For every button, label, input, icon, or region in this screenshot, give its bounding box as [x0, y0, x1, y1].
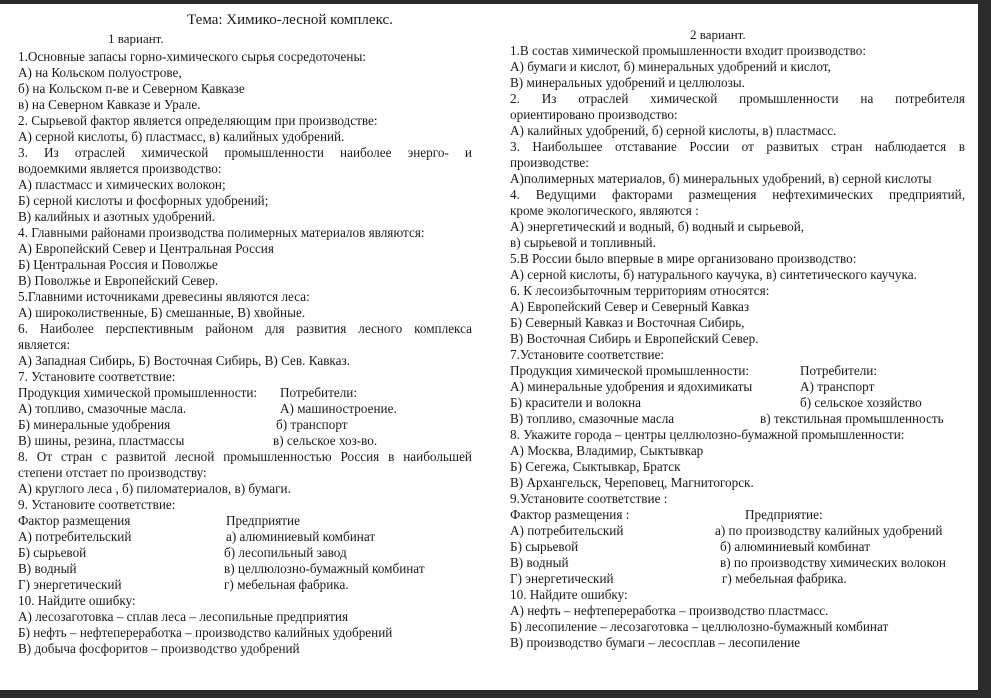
text-line [510, 603, 965, 619]
matching-left-item: Б) сырьевой [510, 539, 579, 554]
line-text: 2. Сырьевой фактор является определяющим при производстве: [18, 113, 378, 128]
matching-row [18, 417, 472, 433]
text-line [18, 641, 472, 657]
text-line [18, 273, 472, 289]
matching-row [510, 363, 965, 379]
matching-left-item: Г) энергетический [18, 577, 122, 592]
text-line [18, 241, 472, 257]
text-line [18, 225, 472, 241]
matching-right-item: в) сельское хоз-во. [273, 433, 378, 448]
line-text: А) калийных удобрений, б) серной кислоты, в) пластмасс. [510, 123, 837, 138]
matching-left-item: А) потребительский [510, 523, 624, 538]
line-text: Б) нефть – нефтепереработка – производство калийных удобрений [18, 625, 393, 640]
text-line [18, 97, 472, 113]
matching-row [510, 411, 965, 427]
matching-right-item: а) по производству калийных удобрений [715, 523, 943, 538]
matching-row [510, 539, 965, 555]
matching-left-item: Продукция химической промышленности: [510, 363, 750, 378]
line-text: А) лесозаготовка – сплав леса – лесопильные предприятия [18, 609, 349, 624]
matching-row [510, 571, 965, 587]
matching-right-item: А) машиностроение. [280, 401, 397, 416]
line-text: Б) серной кислоты и фосфорных удобрений; [18, 193, 269, 208]
line-text: В) Архангельск, Череповец, Магнитогорск. [510, 475, 754, 490]
matching-row [18, 529, 472, 545]
matching-row [18, 513, 472, 529]
text-line [510, 347, 965, 363]
matching-right-item: Потребители: [280, 385, 358, 400]
line-text: 10. Найдите ошибку: [510, 587, 628, 602]
matching-left-item: Б) красители и волокна [510, 395, 641, 410]
line-text: 7.Установите соответствие: [510, 347, 665, 362]
matching-left-item: А) минеральные удобрения и ядохимикаты [510, 379, 753, 394]
question-line: ориентировано производство: [510, 107, 678, 122]
matching-left-item: В) водный [510, 555, 569, 570]
matching-right-item: А) транспорт [800, 379, 875, 394]
text-line [18, 129, 472, 145]
text-line [510, 427, 965, 443]
line-text: 6. К лесоизбыточным территориям относятся: [510, 283, 770, 298]
matching-right-item: Предприятие: [745, 507, 823, 522]
text-line [18, 289, 472, 305]
document-title: Тема: Химико-лесной комплекс. [187, 12, 393, 28]
matching-right-item: Потребители: [800, 363, 878, 378]
line-text: В) производство бумаги – лесосплав – лесопиление [510, 635, 801, 650]
matching-right-item: б) сельское хозяйство [800, 395, 922, 410]
line-text: А) пластмасс и химических волокон; [18, 177, 226, 192]
text-line [510, 331, 965, 347]
variant-2-heading: 2 вариант. [690, 27, 746, 42]
text-line [510, 459, 965, 475]
line-text: А) серной кислоты, б) пластмасс, в) калийных удобрений. [18, 129, 345, 144]
question-line: водоемкими является производство: [18, 161, 222, 176]
matching-row [510, 379, 965, 395]
matching-row [18, 545, 472, 561]
line-text: 1.Основные запасы горно-химического сырья сосредоточены: [18, 49, 366, 64]
text-line [510, 267, 965, 283]
matching-right-item: в) целлюлозно-бумажный комбинат [224, 561, 425, 576]
matching-left-item: В) топливо, смазочные масла [510, 411, 675, 426]
line-text: В) Поволжье и Европейский Север. [18, 273, 219, 288]
matching-right-item: в) по производству химических волокон [720, 555, 946, 570]
text-line [510, 75, 965, 91]
text-line [510, 475, 965, 491]
line-text: 1.В состав химической промышленности входит производство: [510, 43, 867, 58]
line-text: В) калийных и азотных удобрений. [18, 209, 216, 224]
line-text: А)полимерных материалов, б) минеральных удобрений, в) серной кислоты [510, 171, 932, 186]
text-line [18, 177, 472, 193]
variant-1-heading: 1 вариант. [108, 31, 164, 46]
text-line [18, 49, 472, 65]
window-frame-bottom [0, 690, 991, 698]
text-line [510, 635, 965, 651]
line-text: А) нефть – нефтепереработка – производство пластмасс. [510, 603, 829, 618]
question-line: 3. Наибольшее отставание России от развитых стран наблюдается в [510, 139, 965, 154]
line-text: 8. Укажите города – центры целлюлозно-бумажной промышленности: [510, 427, 905, 442]
matching-left-item: В) водный [18, 561, 77, 576]
line-text: В) Восточная Сибирь и Европейский Север. [510, 331, 759, 346]
matching-row [510, 395, 965, 411]
text-line [510, 283, 965, 299]
line-text: Б) Сегежа, Сыктывкар, Братск [510, 459, 681, 474]
text-line [18, 481, 472, 497]
text-line [510, 123, 965, 139]
question-line: степени отстает по производству: [18, 465, 207, 480]
text-line [18, 81, 472, 97]
line-text: Б) Северный Кавказ и Восточная Сибирь, [510, 315, 745, 330]
line-text: А) широколиственные, Б) смешанные, В) хвойные. [18, 305, 306, 320]
matching-right-item: г) мебельная фабрика. [224, 577, 349, 592]
line-text: 4. Главными районами производства полимерных материалов являются: [18, 225, 425, 240]
question-line: 4. Ведущими факторами размещения нефтехимических предприятий, [510, 187, 965, 202]
text-line [18, 369, 472, 385]
variant-1-column [18, 49, 472, 657]
text-line [18, 113, 472, 129]
line-text: А) Европейский Север и Центральная Россия [18, 241, 274, 256]
line-text: 7. Установите соответствие: [18, 369, 176, 384]
matching-left-item: Фактор размещения : [510, 507, 630, 522]
window-frame-right [978, 0, 991, 698]
line-text: 5.В России было впервые в мире организовано производство: [510, 251, 857, 266]
text-line [510, 315, 965, 331]
text-line [18, 353, 472, 369]
matching-right-item: б) лесопильный завод [224, 545, 347, 560]
matching-row [18, 577, 472, 593]
matching-row [510, 555, 965, 571]
line-text: А) Москва, Владимир, Сыктывкар [510, 443, 704, 458]
matching-row [18, 401, 472, 417]
text-line [510, 619, 965, 635]
variant-2-column [510, 43, 965, 651]
text-line [18, 209, 472, 225]
line-text: А) Европейский Север и Северный Кавказ [510, 299, 750, 314]
matching-left-item: В) шины, резина, пластмассы [18, 433, 185, 448]
matching-left-item: А) потребительский [18, 529, 132, 544]
text-line [510, 299, 965, 315]
matching-left-item: А) топливо, смазочные масла. [18, 401, 187, 416]
question-line: является: [18, 337, 71, 352]
matching-left-item: Продукция химической промышленности: [18, 385, 258, 400]
text-line [18, 193, 472, 209]
window-frame-top [0, 0, 991, 4]
text-line [510, 171, 965, 187]
line-text: А) на Кольском полуострове, [18, 65, 182, 80]
text-line [18, 497, 472, 513]
line-text: 10. Найдите ошибку: [18, 593, 136, 608]
matching-left-item: Б) минеральные удобрения [18, 417, 171, 432]
text-line [18, 625, 472, 641]
text-line [510, 587, 965, 603]
line-text: Б) Центральная Россия и Поволжье [18, 257, 218, 272]
line-text: б) на Кольском п-ве и Северном Кавказе [18, 81, 245, 96]
line-text: В) добыча фосфоритов – производство удобрений [18, 641, 300, 656]
text-line [510, 235, 965, 251]
line-text: 5.Главними источниками древесины являются леса: [18, 289, 310, 304]
text-line [510, 491, 965, 507]
matching-row [510, 523, 965, 539]
matching-row [18, 561, 472, 577]
text-line [18, 593, 472, 609]
line-text: 9.Установите соответствие : [510, 491, 668, 506]
text-line [510, 443, 965, 459]
text-line [510, 251, 965, 267]
line-text: 9. Установите соответствие: [18, 497, 176, 512]
line-text: В) минеральных удобрений и целлюлозы. [510, 75, 745, 90]
line-text: в) сырьевой и топливный. [510, 235, 656, 250]
line-text: А) серной кислоты, б) натурального каучука, в) синтетического каучука. [510, 267, 917, 282]
text-line [510, 59, 965, 75]
question-line: 3. Из отраслей химической промышленности наиболее энерго- и [18, 145, 472, 160]
matching-row [510, 507, 965, 523]
question-line: 6. Наиболее перспективным районом для развития лесного комплекса [18, 321, 472, 336]
line-text: А) Западная Сибирь, Б) Восточная Сибирь, В) Сев. Кавказ. [18, 353, 350, 368]
line-text: А) бумаги и кислот, б) минеральных удобрений и кислот, [510, 59, 831, 74]
matching-left-item: Фактор размещения [18, 513, 131, 528]
matching-right-item: г) мебельная фабрика. [722, 571, 847, 586]
matching-row [18, 385, 472, 401]
matching-left-item: Б) сырьевой [18, 545, 87, 560]
question-line: 8. От стран с развитой лесной промышленностью Россия в наибольшей [18, 449, 472, 464]
text-line [18, 65, 472, 81]
line-text: в) на Северном Кавказе и Урале. [18, 97, 201, 112]
matching-row [18, 433, 472, 449]
text-line [510, 219, 965, 235]
matching-left-item: Г) энергетический [510, 571, 614, 586]
text-line [510, 43, 965, 59]
question-line: 2. Из отраслей химической промышленности на потребителя [510, 91, 965, 106]
question-line: производстве: [510, 155, 589, 170]
line-text: Б) лесопиление – лесозаготовка – целлюлозно-бумажный комбинат [510, 619, 889, 634]
line-text: А) круглого леса , б) пиломатериалов, в) бумаги. [18, 481, 291, 496]
line-text: А) энергетический и водный, б) водный и сырьевой, [510, 219, 805, 234]
question-line: кроме экологического, являются : [510, 203, 699, 218]
matching-right-item: в) текстильная промышленность [760, 411, 944, 426]
matching-right-item: б) алюминиевый комбинат [720, 539, 870, 554]
text-line [18, 257, 472, 273]
matching-right-item: Предприятие [226, 513, 300, 528]
matching-right-item: б) транспорт [276, 417, 348, 432]
text-line [18, 305, 472, 321]
matching-right-item: а) алюминиевый комбинат [226, 529, 376, 544]
text-line [18, 609, 472, 625]
